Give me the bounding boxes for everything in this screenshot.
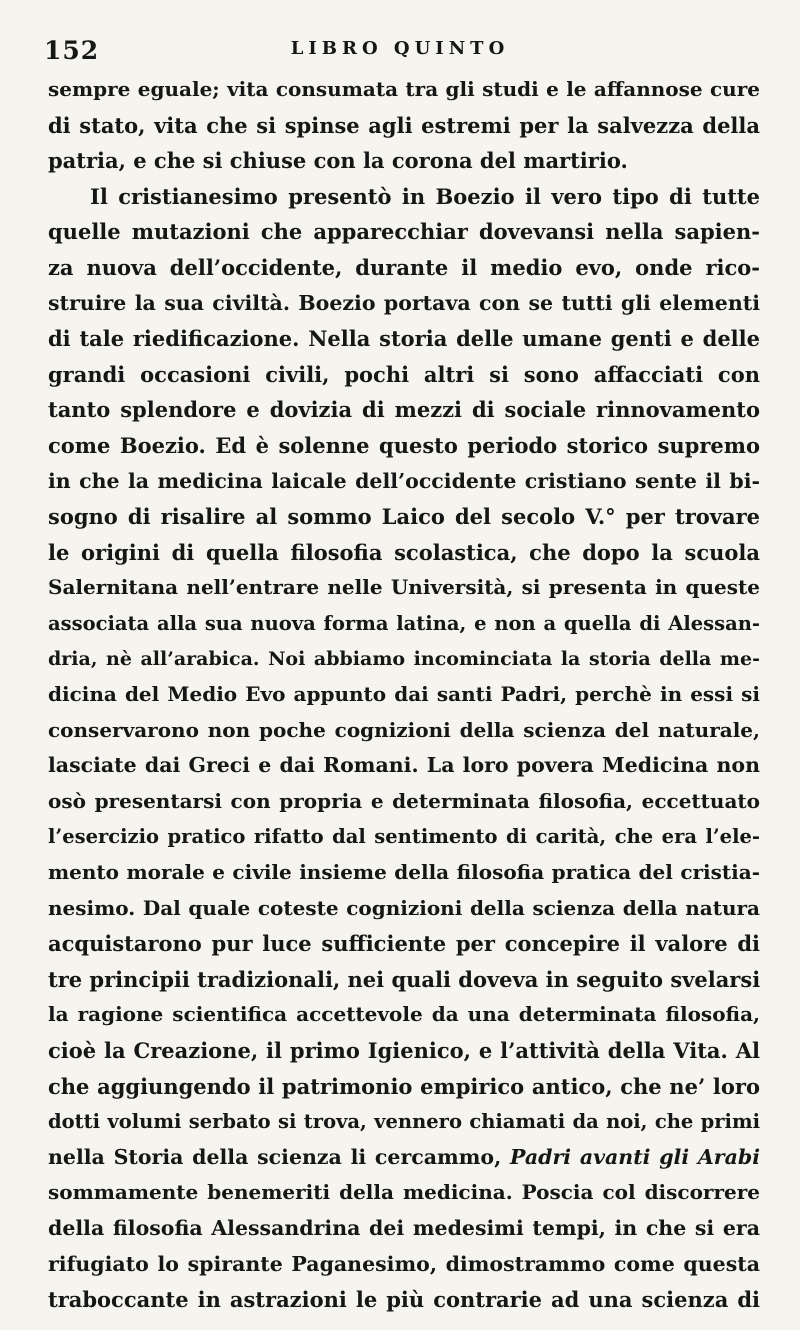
- text-line: nesimo. Dal quale coteste cognizioni della scienza della natura: [48, 895, 760, 920]
- page-header: [40, 30, 760, 70]
- text-line: associata alla sua nuova forma latina, e non a quella di Alessan-: [48, 611, 760, 635]
- running-title: LIBRO QUINTO: [290, 38, 510, 59]
- text-line: osò presentarsi con propria e determinata filosofia, eccettuato: [48, 788, 760, 813]
- text-line: di stato, vita che si spinse agli estremi per la salvezza della: [48, 112, 760, 138]
- text-line: in che la medicina laicale dell’occidente cristiano sente il bi-: [48, 468, 760, 493]
- text-line: quelle mutazioni che apparecchiar dovevansi nella sapien-: [48, 219, 760, 245]
- body-text: [48, 72, 760, 1318]
- text-line: tanto splendore e dovizia di mezzi di sociale rinnovamento: [48, 397, 760, 423]
- text-line: rifugiato lo spirante Paganesimo, dimostrammo come questa: [48, 1251, 760, 1276]
- text-line: le origini di quella filosofia scolastica, che dopo la scuola: [48, 539, 760, 565]
- text-line: struire la sua civiltà. Boezio portava con se tutti gli elementi: [48, 290, 760, 315]
- text-line: traboccante in astrazioni le più contrarie ad una scienza di: [48, 1287, 760, 1313]
- text-line: Il cristianesimo presentò in Boezio il vero tipo di tutte: [90, 183, 760, 209]
- text-line: sommamente benemeriti della medicina. Poscia col discorrere: [48, 1180, 760, 1205]
- text-line: mento morale e civile insieme della filosofia pratica del cristia-: [48, 860, 760, 885]
- italic-phrase: Padri avanti gli Arabi: [509, 1144, 760, 1169]
- text-line: dria, nè all’arabica. Noi abbiamo incominciata la storia della me-: [48, 647, 760, 670]
- text-line: della filosofia Alessandrina dei medesimi tempi, in che si era: [48, 1216, 760, 1240]
- text-line: Salernitana nell’entrare nelle Università, si presenta in queste: [48, 575, 760, 600]
- text-line: che aggiungendo il patrimonio empirico antico, che ne’ loro: [48, 1073, 760, 1099]
- text-line: conservarono non poche cognizioni della scienza del naturale,: [48, 717, 760, 742]
- text-line: lasciate dai Greci e dai Romani. La loro povera Medicina non: [48, 753, 760, 778]
- text-line: di tale riedificazione. Nella storia delle umane genti e delle: [48, 326, 760, 352]
- text-run: nella Storia della scienza li cercammo,: [48, 1144, 510, 1169]
- text-line: la ragione scientifica accettevole da una determinata filosofia,: [48, 1002, 760, 1027]
- text-line: patria, e che si chiuse con la corona del martirio.: [48, 148, 628, 174]
- text-line: sogno di risalire al sommo Laico del secolo V.° per trovare: [48, 504, 760, 530]
- page-number: 152: [44, 36, 100, 65]
- text-line: tre principii tradizionali, nei quali doveva in seguito svelarsi: [48, 966, 761, 992]
- text-line-with-italic: [48, 1140, 760, 1176]
- text-line: acquistarono pur luce sufficiente per concepire il valore di: [48, 931, 760, 957]
- text-line: dicina del Medio Evo appunto dai santi Padri, perchè in essi si: [48, 682, 760, 707]
- text-line: dotti volumi serbato si trova, vennero chiamati da noi, che primi: [48, 1110, 760, 1134]
- text-line: grandi occasioni civili, pochi altri si sono affacciati con: [48, 361, 760, 387]
- text-line: sempre eguale; vita consumata tra gli studi e le affannose cure: [48, 77, 760, 101]
- text-line: l’esercizio pratico rifatto dal sentimento di carità, che era l’ele-: [48, 825, 760, 849]
- text-line: come Boezio. Ed è solenne questo periodo storico supremo: [48, 432, 760, 458]
- text-line: za nuova dell’occidente, durante il medio evo, onde rico-: [48, 254, 760, 280]
- text-line: cioè la Creazione, il primo Igienico, e l’attività della Vita. Al: [48, 1038, 760, 1064]
